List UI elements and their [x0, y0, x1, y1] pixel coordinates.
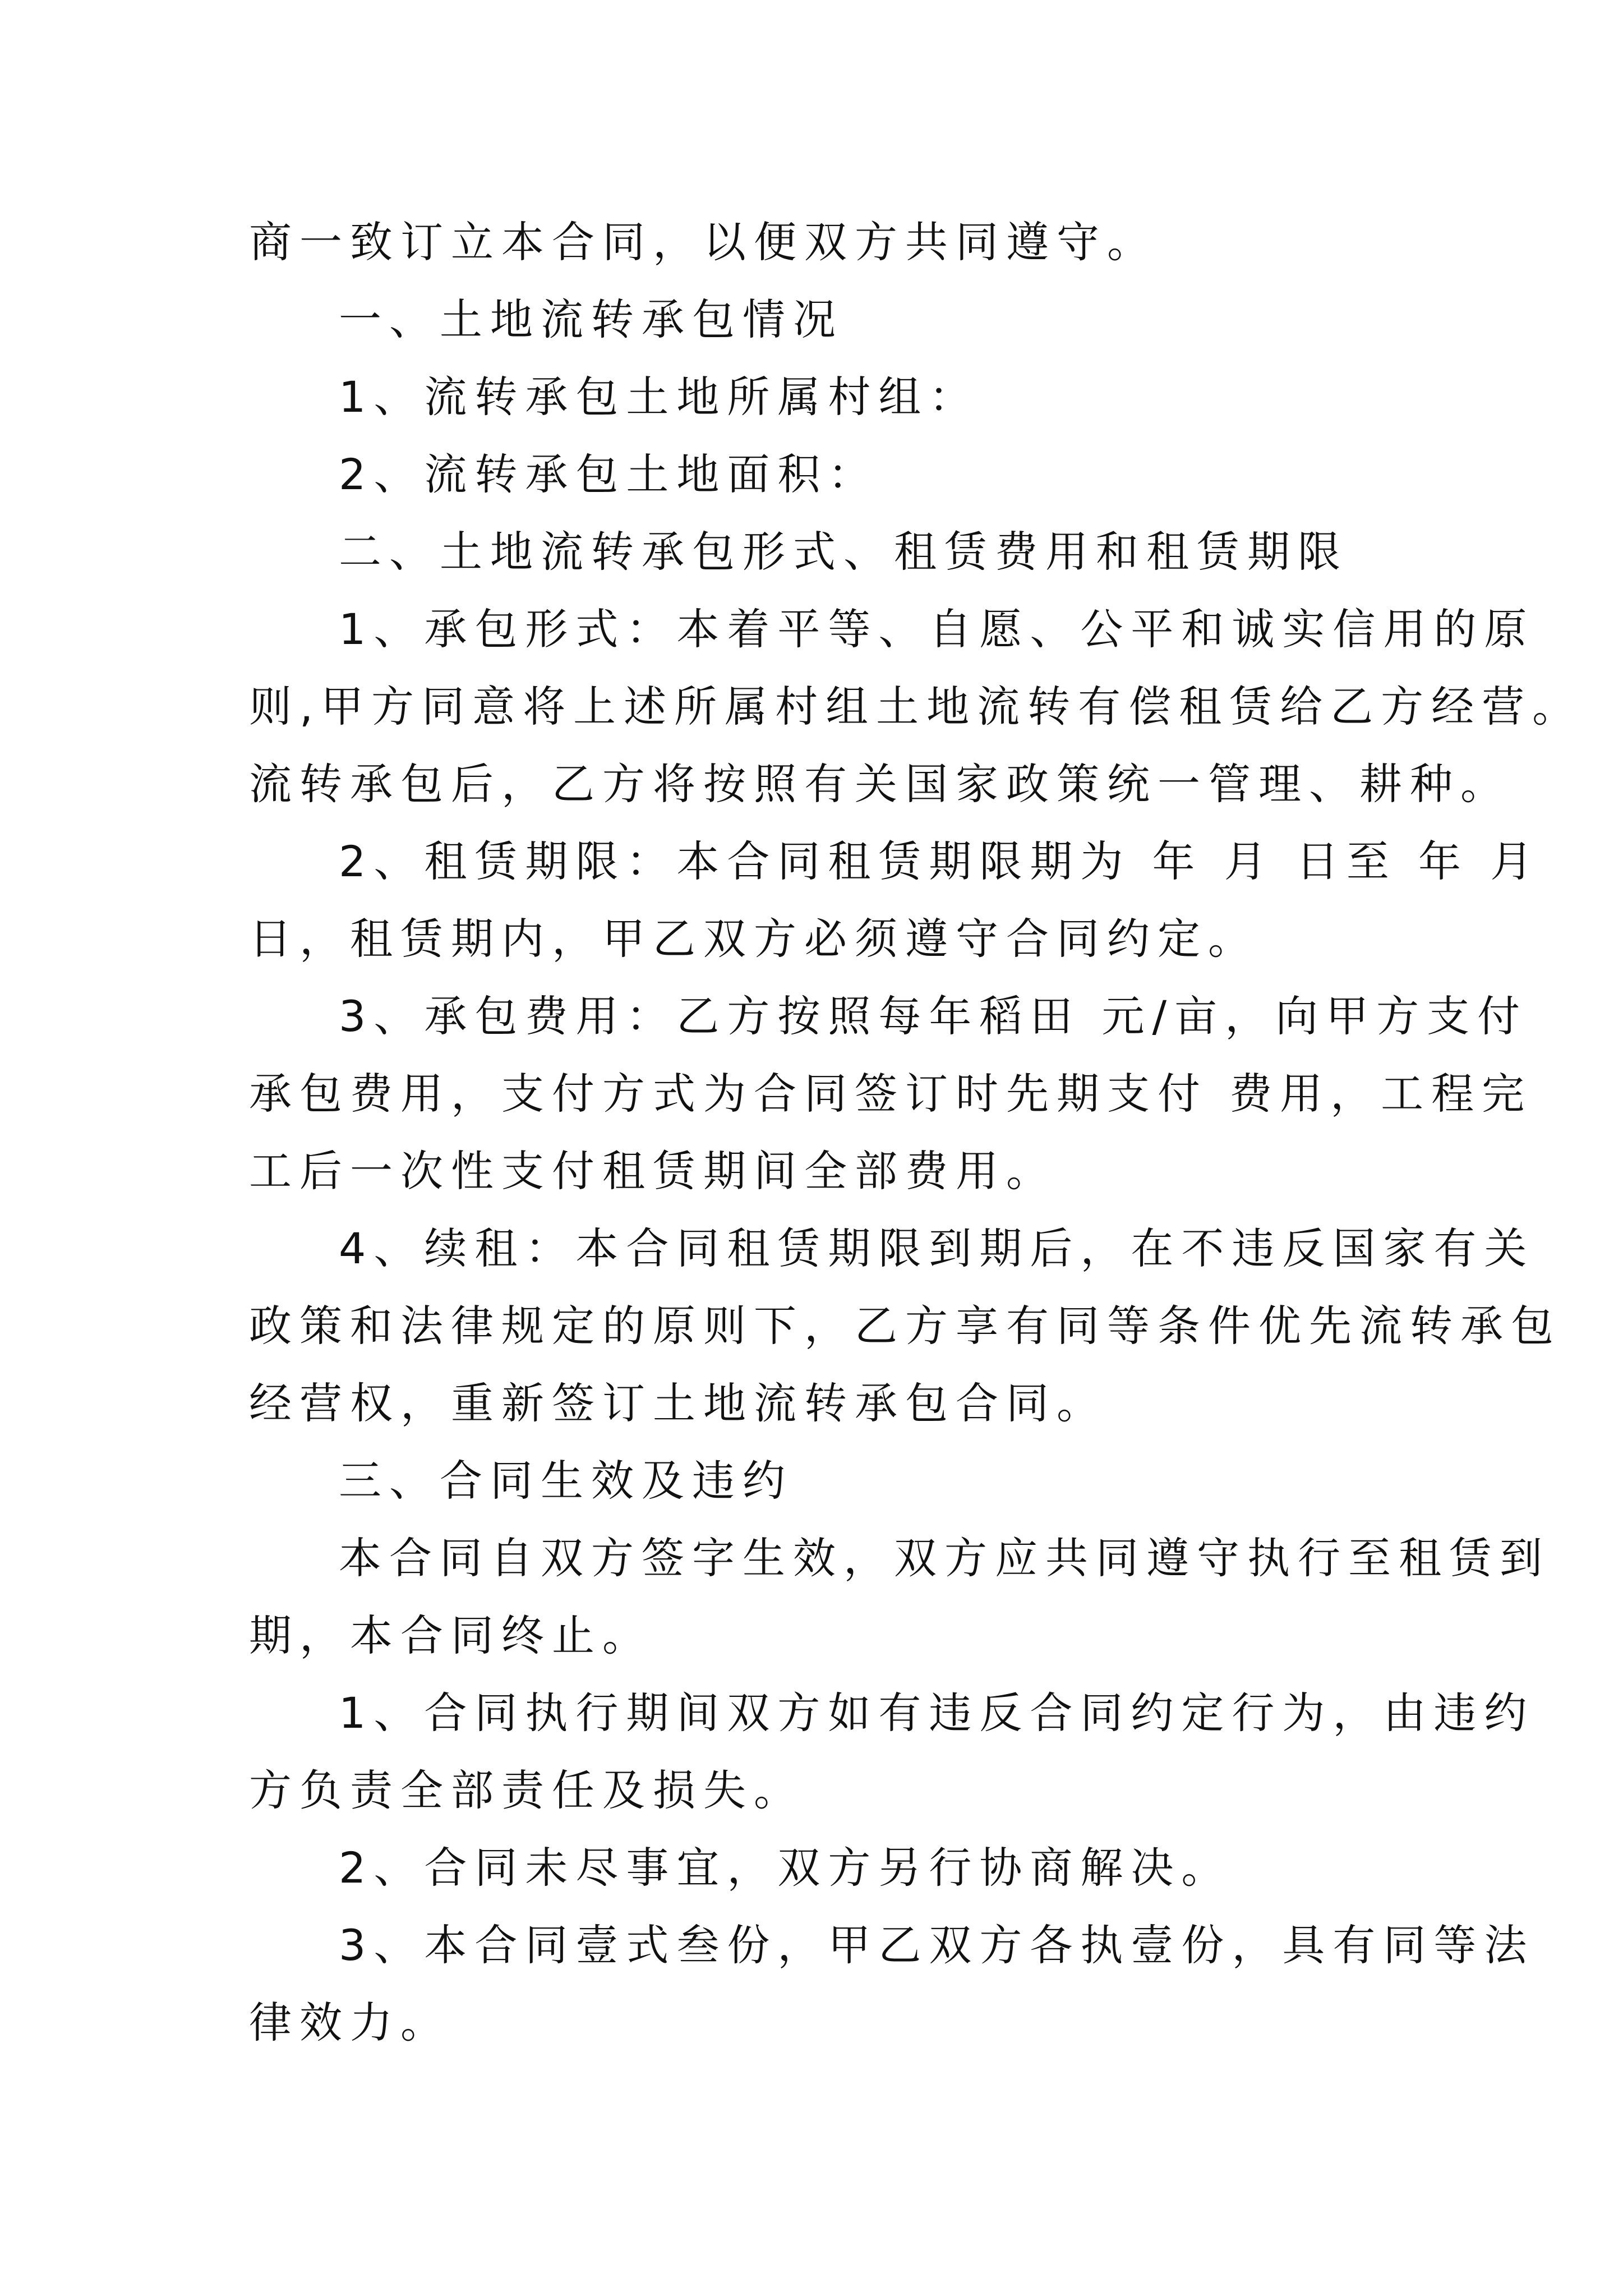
section-heading-1: 一、土地流转承包情况 [339, 295, 843, 344]
text-line: 日，租赁期内，甲乙双方必须遵守合同约定。 [249, 914, 1258, 964]
text-line: 工后一次性支付租赁期间全部费用。 [249, 1146, 1057, 1196]
text-line: 2、租赁期限：本合同租赁期限期为 年 月 日至 年 月 [339, 836, 1541, 886]
text-line: 3、承包费用：乙方按照每年稻田 元/亩，向甲方支付 [339, 991, 1528, 1041]
text-line: 经营权，重新签订土地流转承包合同。 [249, 1378, 1107, 1428]
text-line: 律效力。 [249, 1998, 451, 2047]
text-line: 2、合同未尽事宜，双方另行协商解决。 [339, 1843, 1232, 1893]
text-line: 2、流转承包土地面积： [339, 449, 879, 499]
text-line: 商一致订立本合同，以便双方共同遵守。 [249, 217, 1158, 267]
text-line: 4、续租：本合同租赁期限到期后，在不违反国家有关 [339, 1223, 1535, 1273]
section-heading-2: 二、土地流转承包形式、租赁费用和租赁期限 [339, 527, 1348, 577]
text-line: 1、流转承包土地所属村组： [339, 372, 980, 422]
text-line: 方负责全部责任及损失。 [249, 1765, 804, 1815]
text-line: 则,甲方同意将上述所属村组土地流转有偿租赁给乙方经营。 [249, 682, 1583, 731]
text-line: 政策和法律规定的原则下，乙方享有同等条件优先流转承包 [249, 1301, 1561, 1351]
text-line: 流转承包后，乙方将按照有关国家政策统一管理、耕种。 [249, 759, 1511, 809]
text-line: 期，本合同终止。 [249, 1611, 653, 1660]
text-line: 承包费用，支付方式为合同签订时先期支付 费用，工程完 [249, 1069, 1533, 1119]
text-line: 3、本合同壹式叁份，甲乙双方各执壹份，具有同等法 [339, 1920, 1535, 1970]
section-heading-3: 三、合同生效及违约 [339, 1456, 793, 1506]
text-line: 1、承包形式：本着平等、自愿、公平和诚实信用的原 [339, 604, 1535, 654]
text-line: 1、合同执行期间双方如有违反合同约定行为，由违约 [339, 1688, 1535, 1738]
text-line: 本合同自双方签字生效，双方应共同遵守执行至租赁到 [339, 1533, 1550, 1583]
